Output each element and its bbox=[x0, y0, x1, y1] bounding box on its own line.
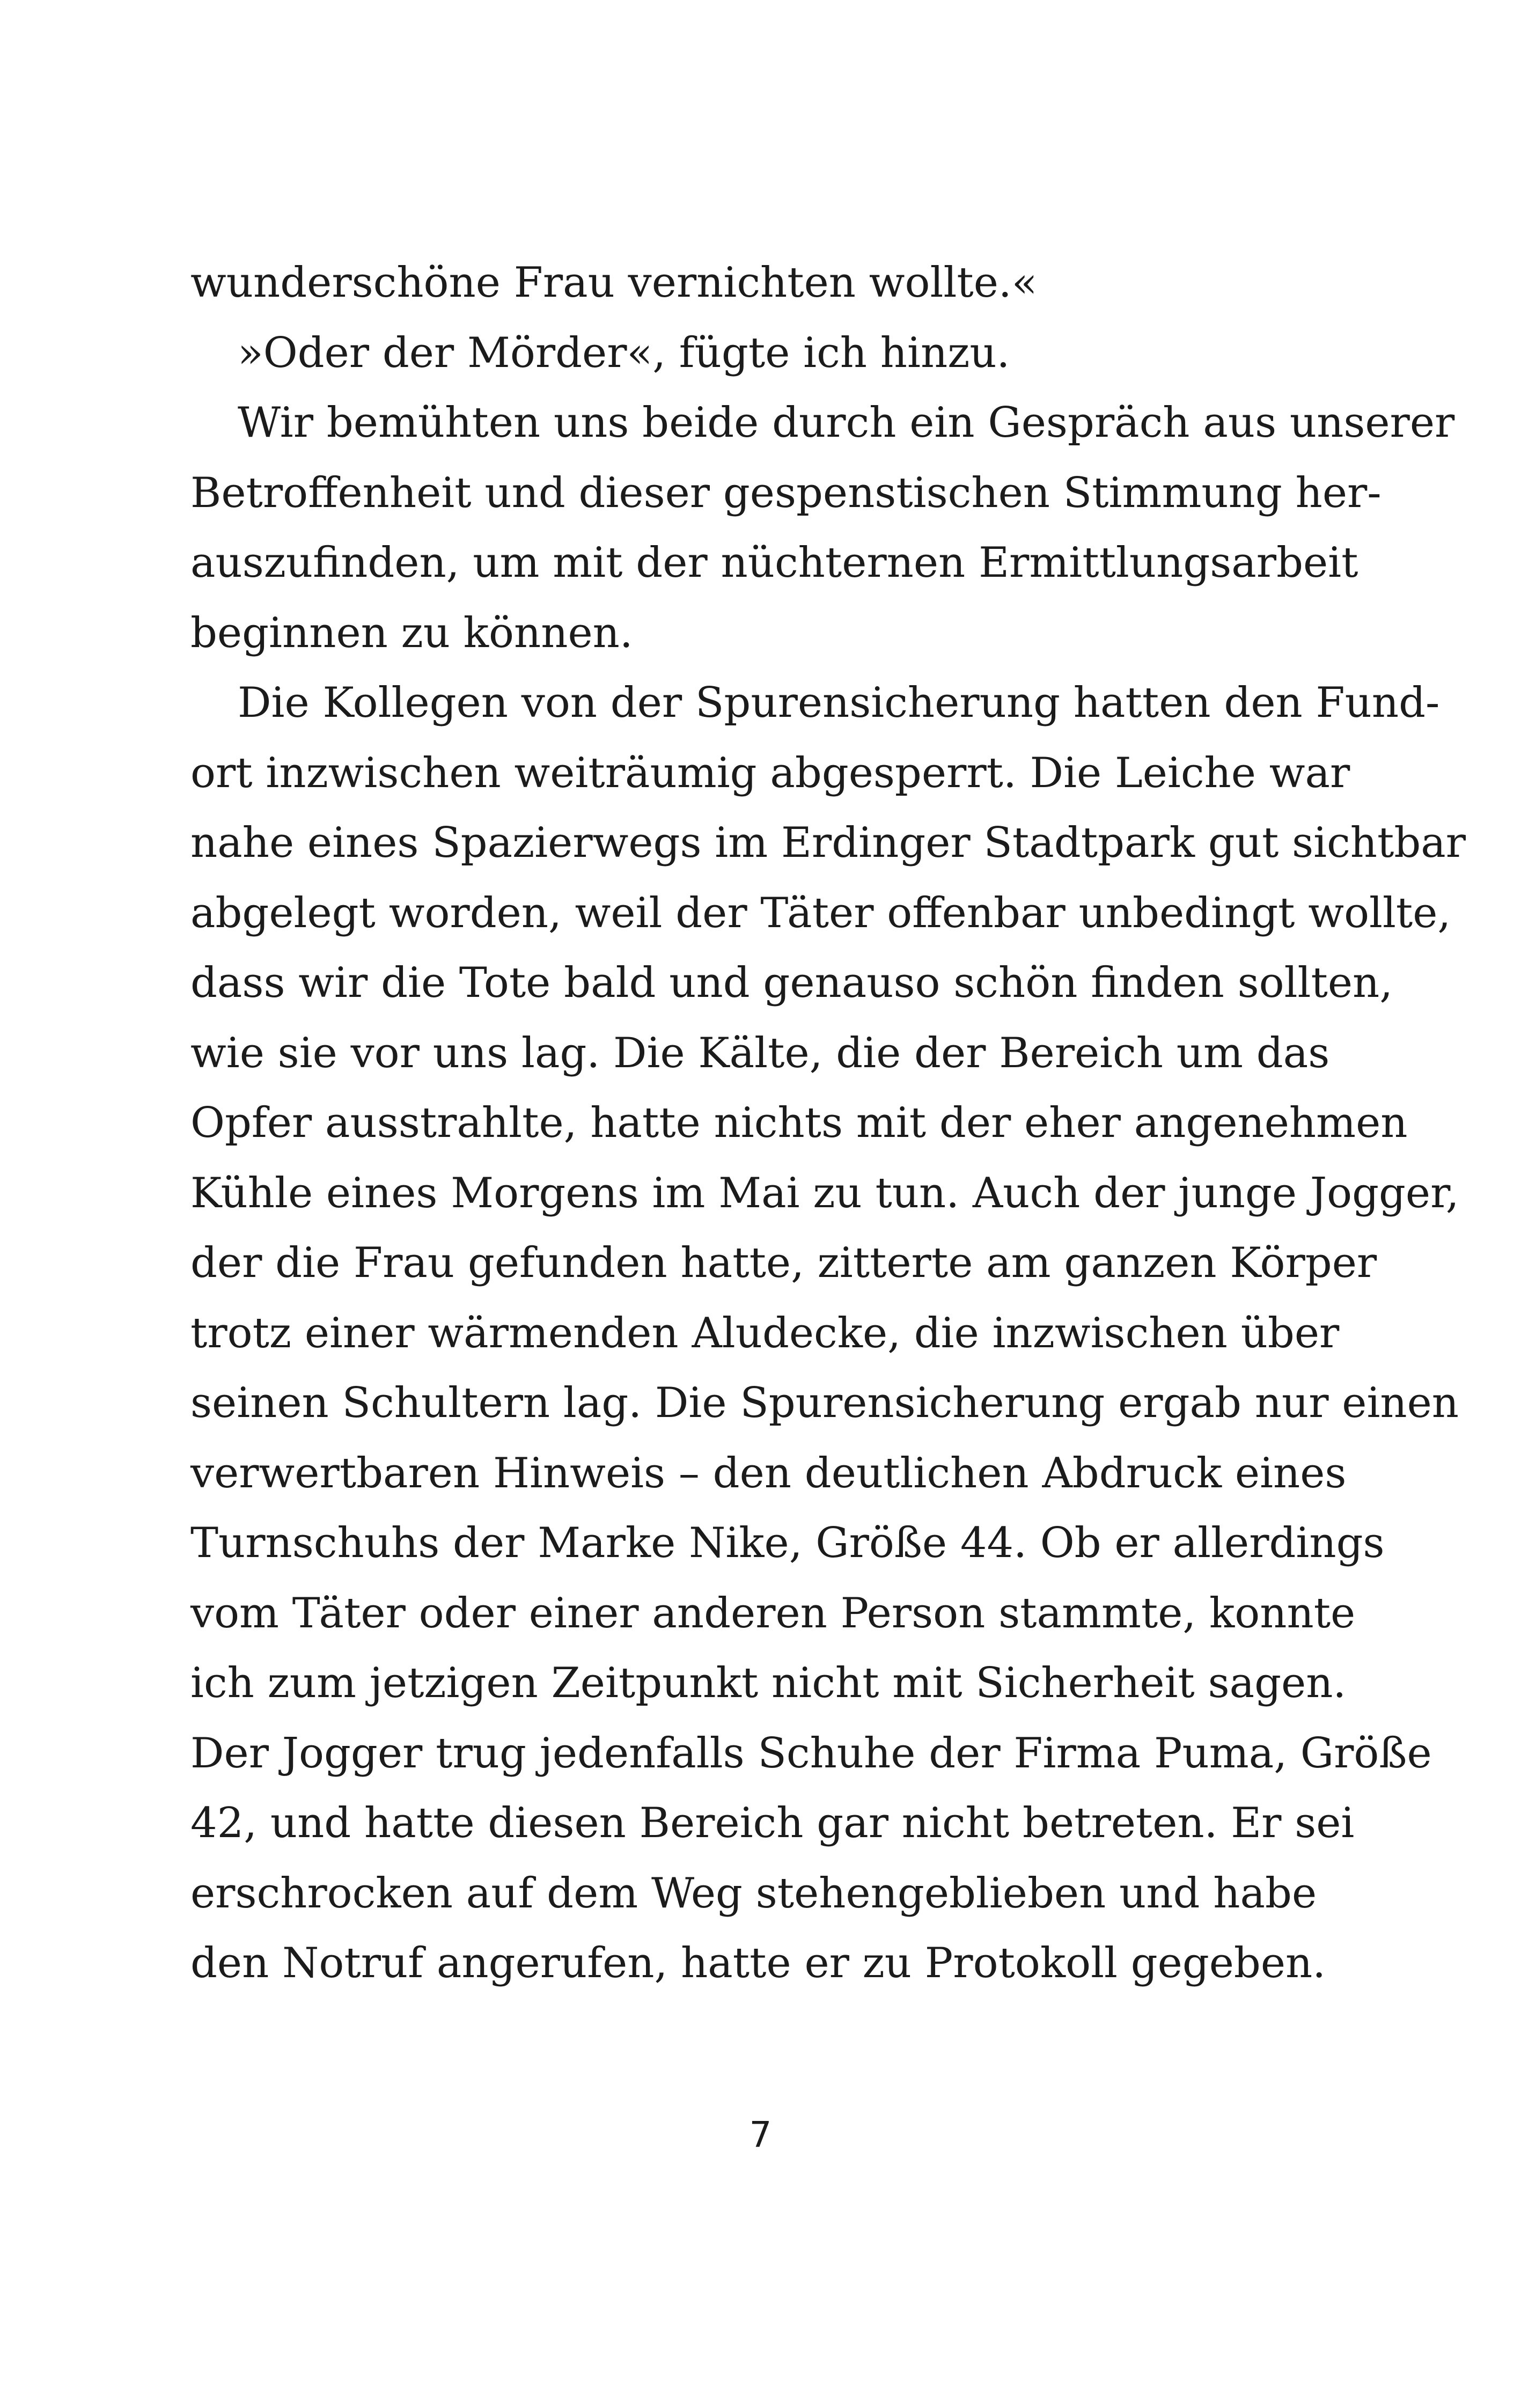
text-line: nahe eines Spazierwegs im Erdinger Stadtpark gut sichtbar bbox=[190, 819, 1466, 867]
text-line: Kühle eines Morgens im Mai zu tun. Auch der junge Jogger, bbox=[190, 1169, 1459, 1217]
page-number: 7 bbox=[749, 2114, 772, 2155]
text-line: erschrocken auf dem Weg stehengeblieben und habe bbox=[190, 1869, 1317, 1918]
text-line: wunderschöne Frau vernichten wollte.« bbox=[190, 259, 1038, 307]
text-line: dass wir die Tote bald und genauso schön finden sollten, bbox=[190, 959, 1393, 1007]
text-line: Die Kollegen von der Spurensicherung hatten den Fund- bbox=[238, 679, 1440, 727]
text-line: Der Jogger trug jedenfalls Schuhe der Firma Puma, Größe bbox=[190, 1729, 1432, 1778]
text-line: beginnen zu können. bbox=[190, 608, 633, 657]
text-line: seinen Schultern lag. Die Spurensicherung ergab nur einen bbox=[190, 1379, 1459, 1427]
text-line: trotz einer wärmenden Aludecke, die inzwischen über bbox=[190, 1309, 1340, 1357]
text-line: vom Täter oder einer anderen Person stammte, konnte bbox=[190, 1589, 1356, 1638]
text-line: Opfer ausstrahlte, hatte nichts mit der eher angenehmen bbox=[190, 1099, 1408, 1147]
text-line: Turnschuhs der Marke Nike, Größe 44. Ob er allerdings bbox=[190, 1519, 1385, 1567]
text-line: ort inzwischen weiträumig abgesperrt. Die Leiche war bbox=[190, 748, 1350, 797]
text-line: den Notruf angerufen, hatte er zu Protokoll gegeben. bbox=[190, 1939, 1326, 1987]
text-line: abgelegt worden, weil der Täter offenbar unbedingt wollte, bbox=[190, 889, 1451, 937]
text-line: auszufinden, um mit der nüchternen Ermittlungsarbeit bbox=[190, 539, 1358, 587]
text-line: wie sie vor uns lag. Die Kälte, die der Bereich um das bbox=[190, 1029, 1330, 1077]
text-line: verwertbaren Hinweis – den deutlichen Abdruck eines bbox=[190, 1449, 1347, 1497]
text-line: Betroffenheit und dieser gespenstischen Stimmung her- bbox=[190, 468, 1382, 517]
text-line: 42, und hatte diesen Bereich gar nicht betreten. Er sei bbox=[190, 1799, 1355, 1847]
text-line: ich zum jetzigen Zeitpunkt nicht mit Sicherheit sagen. bbox=[190, 1659, 1347, 1707]
text-line: »Oder der Mörder«, fügte ich hinzu. bbox=[238, 328, 1010, 377]
text-line: der die Frau gefunden hatte, zitterte am ganzen Körper bbox=[190, 1239, 1377, 1287]
body-text bbox=[190, 248, 1466, 1999]
text-line: Wir bemühten uns beide durch ein Gespräch aus unserer bbox=[238, 399, 1455, 447]
